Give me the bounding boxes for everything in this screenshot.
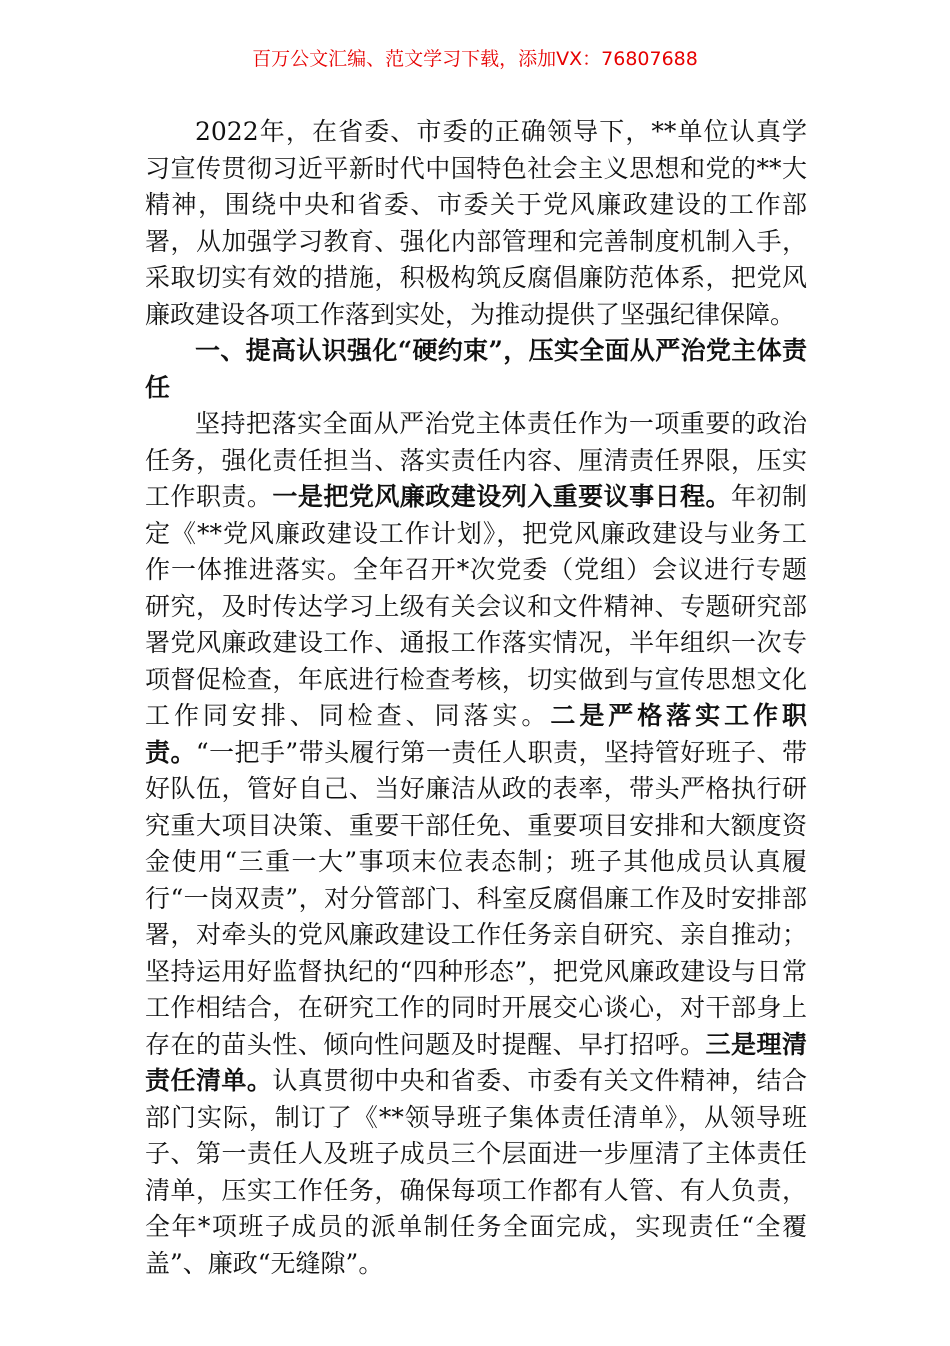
point-2-title: 二是严格落实工作职责。 [145, 701, 807, 767]
section-1-paragraph [145, 406, 807, 1282]
point-2-text: “一把手”带头履行第一责任人职责，坚持管好班子、带好队伍，管好自己、当好廉洁从政的表率，带头严格执行研究重大项目决策、重要干部任免、重要项目安排和大额度资金使用“三重一大”事项末位表态制；班子其他成员认真履行“一岗双责”，对分管部门、科室反腐倡廉工作及时安排部署，对牵头的党风廉政建设工作任务亲自研究、亲自推动；坚持运用好监督执纪的“四种形态”，把党风廉政建设与日常工作相结合，在研究工作的同时开展交心谈心，对干部身上存在的苗头性、倾向性问题及时提醒、早打招呼。 [145, 737, 807, 1059]
document-body [145, 114, 807, 1282]
point-1-title: 一是把党风廉政建设列入重要议事日程。 [272, 482, 732, 511]
section-1-heading: 一、提高认识强化“硬约束”，压实全面从严治党主体责任 [145, 336, 807, 402]
section-1-lead: 坚持把落实全面从严治党主体责任作为一项重要的政治任务，强化责任担当、落实责任内容、厘清责任界限，压实工作职责。 [145, 409, 807, 511]
watermark-header: 百万公文汇编、范文学习下载，添加VX：76807688 [252, 48, 698, 70]
point-3-title: 三是理清责任清单。 [145, 1029, 807, 1095]
point-1-text: 年初制定《**党风廉政建设工作计划》，把党风廉政建设与业务工作一体推进落实。全年召开*次党委（党组）会议进行专题研究，及时传达学习上级有关会议和文件精神、专题研究部署党风廉政建设工作、通报工作落实情况，半年组织一次专项督促检查，年底进行检查考核，切实做到与宣传思想文化工作同安排、同检查、同落实。 [145, 482, 807, 730]
point-3-text: 认真贯彻中央和省委、市委有关文件精神，结合部门实际，制订了《**领导班子集体责任清单》，从领导班子、第一责任人及班子成员三个层面进一步厘清了主体责任清单，压实工作任务，确保每项工作都有人管、有人负责，全年*项班子成员的派单制任务全面完成，实现责任“全覆盖”、廉政“无缝隙”。 [145, 1066, 807, 1278]
intro-paragraph: 2022年，在省委、市委的正确领导下，**单位认真学习宣传贯彻习近平新时代中国特色社会主义思想和党的**大精神，围绕中央和省委、市委关于党风廉政建设的工作部署，从加强学习教育、强化内部管理和完善制度机制入手，采取切实有效的措施，积极构筑反腐倡廉防范体系，把党风廉政建设各项工作落到实处，为推动提供了坚强纪律保障。 [145, 117, 807, 329]
